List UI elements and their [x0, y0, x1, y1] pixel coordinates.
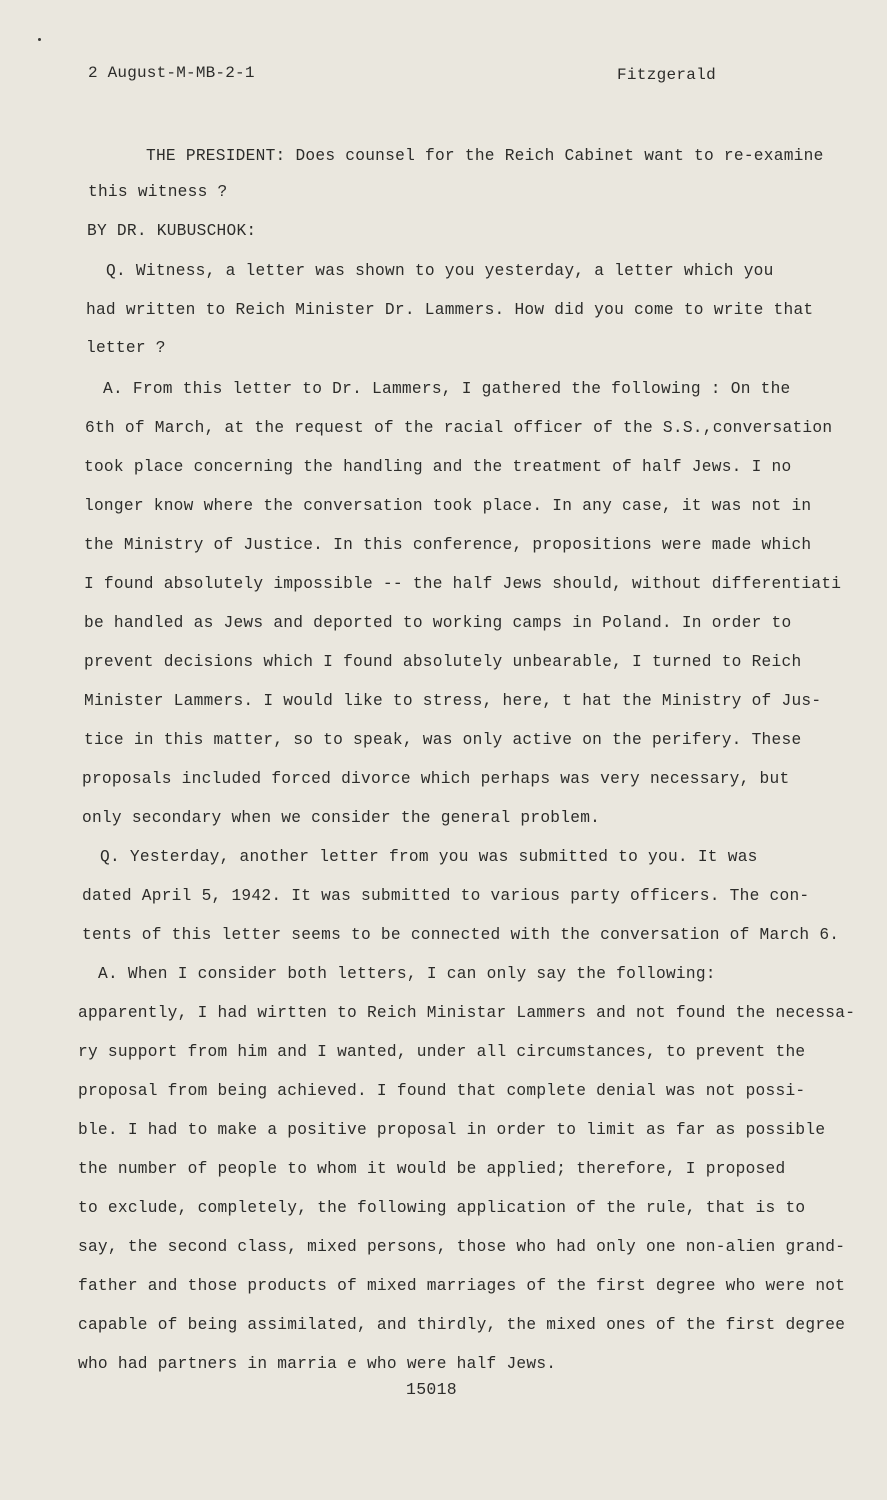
transcript-line: to exclude, completely, the following application of the rule, that is to: [78, 1199, 806, 1217]
transcript-line: tents of this letter seems to be connected with the conversation of March 6.: [82, 926, 840, 944]
transcript-line: took place concerning the handling and the treatment of half Jews. I no: [84, 458, 792, 476]
transcript-line: father and those products of mixed marriages of the first degree who were not: [78, 1277, 846, 1295]
transcript-line: be handled as Jews and deported to working camps in Poland. In order to: [84, 614, 792, 632]
reporter-name: Fitzgerald: [617, 66, 717, 84]
transcript-line: had written to Reich Minister Dr. Lammers. How did you come to write that: [86, 301, 814, 319]
paper-speck: [38, 38, 41, 41]
transcript-line: ry support from him and I wanted, under all circumstances, to prevent the: [78, 1043, 806, 1061]
transcript-line: Q. Yesterday, another letter from you was submitted to you. It was: [100, 848, 758, 866]
transcript-line: tice in this matter, so to speak, was only active on the perifery. These: [84, 731, 802, 749]
transcript-line: who had partners in marria e who were half Jews.: [78, 1355, 557, 1373]
page-number: 15018: [406, 1380, 458, 1399]
transcript-line: proposals included forced divorce which perhaps was very necessary, but: [82, 770, 790, 788]
transcript-line: longer know where the conversation took place. In any case, it was not in: [84, 497, 812, 515]
transcript-line: letter ?: [86, 339, 166, 357]
transcript-line: only secondary when we consider the general problem.: [82, 809, 601, 827]
transcript-line: Q. Witness, a letter was shown to you yesterday, a letter which you: [106, 262, 774, 280]
transcript-line: A. When I consider both letters, I can only say the following:: [98, 965, 716, 983]
transcript-line: BY DR. KUBUSCHOK:: [87, 222, 257, 240]
transcript-line: apparently, I had wirtten to Reich Ministar Lammers and not found the necessa-: [78, 1004, 856, 1022]
transcript-line: ble. I had to make a positive proposal in order to limit as far as possible: [78, 1121, 826, 1139]
transcript-line: capable of being assimilated, and thirdly, the mixed ones of the first degree: [78, 1316, 846, 1334]
transcript-line: proposal from being achieved. I found that complete denial was not possi-: [78, 1082, 806, 1100]
transcript-line: say, the second class, mixed persons, those who had only one non-alien grand-: [78, 1238, 846, 1256]
transcript-line: the number of people to whom it would be applied; therefore, I proposed: [78, 1160, 786, 1178]
transcript-line: dated April 5, 1942. It was submitted to various party officers. The con-: [82, 887, 810, 905]
transcript-line: A. From this letter to Dr. Lammers, I gathered the following : On the: [103, 380, 791, 398]
transcript-line: Minister Lammers. I would like to stress, here, t hat the Ministry of Jus-: [84, 692, 822, 710]
transcript-line: this witness ?: [88, 183, 228, 201]
transcript-line: THE PRESIDENT: Does counsel for the Reich Cabinet want to re-examine: [146, 147, 824, 165]
transcript-line: I found absolutely impossible -- the half Jews should, without differentiati: [84, 575, 842, 593]
transcript-line: 6th of March, at the request of the racial officer of the S.S.,conversation: [85, 419, 833, 437]
transcript-line: the Ministry of Justice. In this conference, propositions were made which: [84, 536, 812, 554]
document-reference: 2 August-M-MB-2-1: [88, 64, 255, 82]
transcript-line: prevent decisions which I found absolutely unbearable, I turned to Reich: [84, 653, 802, 671]
